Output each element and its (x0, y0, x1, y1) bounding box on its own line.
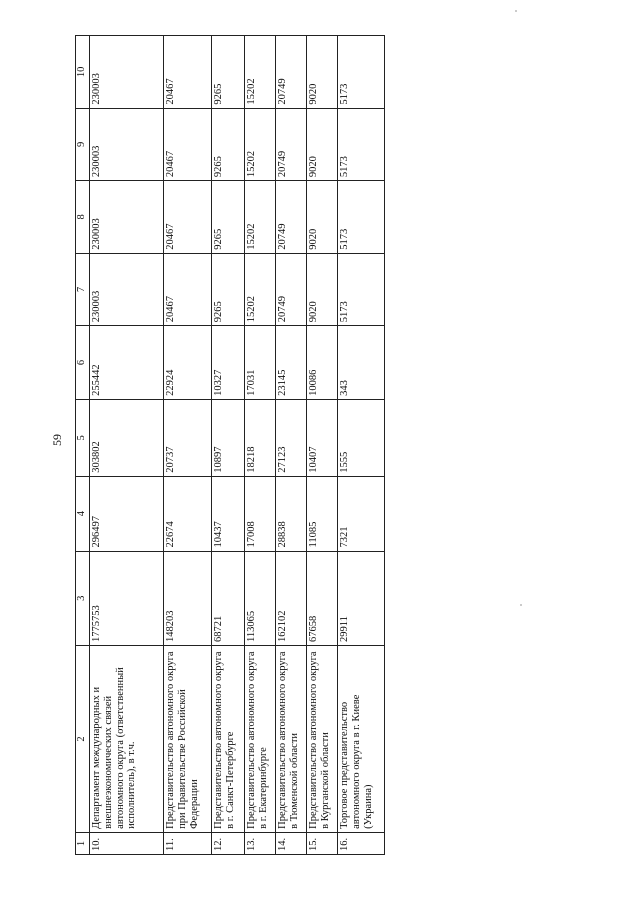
rotated-table-page (75, 35, 374, 855)
value-cell: 230003 (90, 181, 164, 254)
column-number: 8 (76, 181, 90, 254)
value-cell: 20467 (164, 181, 212, 254)
organization-name: Представительство автономного округа в г. Санкт-Петербурге (212, 646, 245, 833)
value-cell: 17008 (245, 476, 276, 551)
column-number: 3 (76, 551, 90, 646)
value-cell: 5173 (338, 181, 385, 254)
value-cell: 9265 (212, 36, 245, 109)
value-cell: 296497 (90, 476, 164, 551)
value-cell: 22674 (164, 476, 212, 551)
row-number: 12. (212, 832, 245, 854)
organization-name: Представительство автономного округа в Тюменской области (276, 646, 307, 833)
scan-speck (515, 10, 517, 12)
value-cell: 230003 (90, 253, 164, 326)
table-row (245, 36, 276, 855)
value-cell: 230003 (90, 108, 164, 181)
row-number: 10. (90, 832, 164, 854)
page-number: 59 (50, 434, 64, 446)
value-cell: 1555 (338, 399, 385, 476)
scan-speck (520, 604, 522, 606)
column-number: 5 (76, 399, 90, 476)
value-cell: 10437 (212, 476, 245, 551)
value-cell: 68721 (212, 551, 245, 646)
value-cell: 15202 (245, 181, 276, 254)
value-cell: 303802 (90, 399, 164, 476)
organization-name: Представительство автономного округа в Курганской области (307, 646, 338, 833)
value-cell: 9020 (307, 181, 338, 254)
value-cell: 148203 (164, 551, 212, 646)
value-cell: 113065 (245, 551, 276, 646)
table-row (307, 36, 338, 855)
value-cell: 20467 (164, 36, 212, 109)
value-cell: 20737 (164, 399, 212, 476)
column-number: 4 (76, 476, 90, 551)
value-cell: 29911 (338, 551, 385, 646)
value-cell: 162102 (276, 551, 307, 646)
value-cell: 10086 (307, 326, 338, 400)
value-cell: 11085 (307, 476, 338, 551)
value-cell: 9265 (212, 253, 245, 326)
value-cell: 9020 (307, 36, 338, 109)
row-number: 14. (276, 832, 307, 854)
organization-name: Департамент международных и внешнеэкономических связей автономного округа (ответственный исполнитель), в т.ч. (90, 646, 164, 833)
table-row (338, 36, 385, 855)
value-cell: 5173 (338, 36, 385, 109)
value-cell: 15202 (245, 36, 276, 109)
column-number: 6 (76, 326, 90, 400)
value-cell: 9265 (212, 108, 245, 181)
organization-name: Представительство автономного округа при Правительстве Российской Федерации (164, 646, 212, 833)
value-cell: 20749 (276, 253, 307, 326)
value-cell: 343 (338, 326, 385, 400)
value-cell: 9265 (212, 181, 245, 254)
column-number: 9 (76, 108, 90, 181)
value-cell: 20749 (276, 36, 307, 109)
value-cell: 9020 (307, 108, 338, 181)
value-cell: 22924 (164, 326, 212, 400)
value-cell: 230003 (90, 36, 164, 109)
row-number: 16. (338, 832, 385, 854)
value-cell: 5173 (338, 253, 385, 326)
column-number: 2 (76, 646, 90, 833)
row-number: 15. (307, 832, 338, 854)
value-cell: 9020 (307, 253, 338, 326)
value-cell: 5173 (338, 108, 385, 181)
value-cell: 10327 (212, 326, 245, 400)
value-cell: 20749 (276, 181, 307, 254)
value-cell: 10897 (212, 399, 245, 476)
value-cell: 67658 (307, 551, 338, 646)
table-row (90, 36, 164, 855)
value-cell: 27123 (276, 399, 307, 476)
column-number-row (76, 36, 90, 855)
value-cell: 18218 (245, 399, 276, 476)
value-cell: 15202 (245, 108, 276, 181)
row-number: 11. (164, 832, 212, 854)
value-cell: 23145 (276, 326, 307, 400)
column-number: 1 (76, 832, 90, 854)
organization-name: Торговое представительство автономного округа в г. Киеве (Украина) (338, 646, 385, 833)
table-row (276, 36, 307, 855)
value-cell: 17031 (245, 326, 276, 400)
value-cell: 15202 (245, 253, 276, 326)
value-cell: 1775753 (90, 551, 164, 646)
organization-name: Представительство автономного округа в г. Екатеринбурге (245, 646, 276, 833)
value-cell: 20749 (276, 108, 307, 181)
column-number: 10 (76, 36, 90, 109)
value-cell: 10407 (307, 399, 338, 476)
value-cell: 7321 (338, 476, 385, 551)
column-number: 7 (76, 253, 90, 326)
table-row (164, 36, 212, 855)
value-cell: 255442 (90, 326, 164, 400)
value-cell: 20467 (164, 253, 212, 326)
row-number: 13. (245, 832, 276, 854)
budget-table (75, 35, 385, 855)
value-cell: 20467 (164, 108, 212, 181)
value-cell: 28838 (276, 476, 307, 551)
table-row (212, 36, 245, 855)
